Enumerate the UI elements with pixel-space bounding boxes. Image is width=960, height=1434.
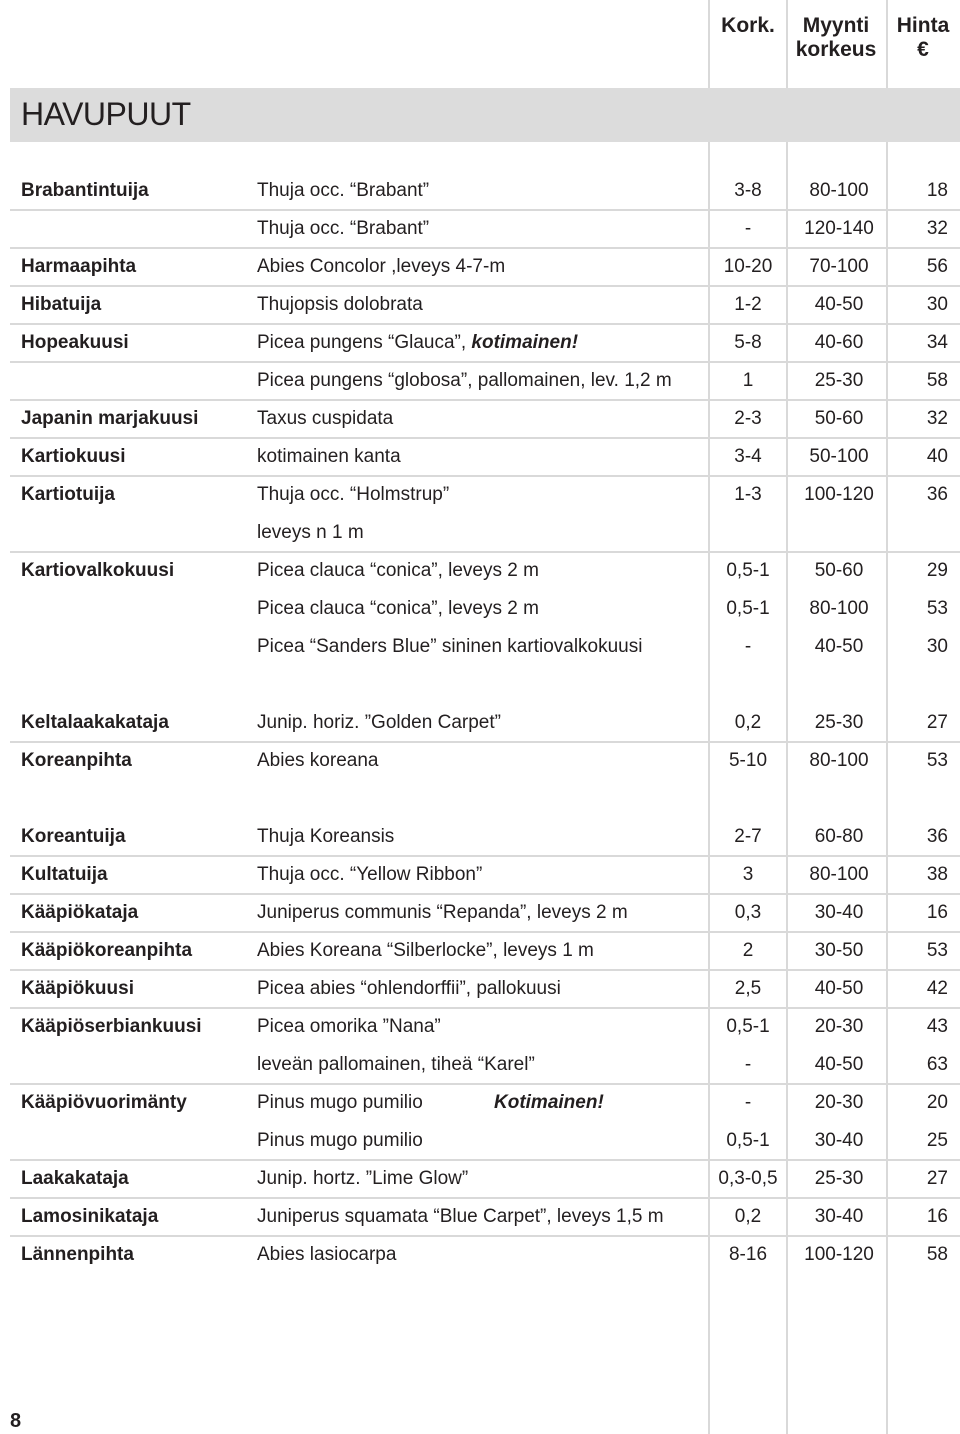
table-row xyxy=(10,439,960,477)
kork-value: 2,5 xyxy=(734,978,762,999)
price-value: 16 xyxy=(926,1206,948,1227)
table-row xyxy=(10,857,960,895)
latin-name xyxy=(257,401,393,437)
table-row xyxy=(10,1161,960,1199)
latin-name xyxy=(257,971,561,1007)
price-value: 36 xyxy=(926,484,948,505)
latin-text: Pinus mugo pumilio xyxy=(257,1130,423,1151)
kork-value: 0,2 xyxy=(734,1206,762,1227)
latin-name xyxy=(257,857,482,893)
myynti-korkeus-value: 30-40 xyxy=(814,1130,864,1151)
table-row xyxy=(10,895,960,933)
table-row xyxy=(10,211,960,249)
table-row xyxy=(10,477,960,515)
kork-value: 2 xyxy=(742,940,754,961)
myynti-korkeus-value: 25-30 xyxy=(814,1168,864,1189)
plant-name: Koreanpihta xyxy=(21,750,132,771)
latin-name xyxy=(257,287,423,323)
myynti-korkeus-value: 100-120 xyxy=(804,484,874,505)
plant-name: Kääpiökuusi xyxy=(21,978,134,999)
price-value: 53 xyxy=(926,598,948,619)
latin-name xyxy=(257,1009,441,1045)
kork-value: - xyxy=(744,636,752,657)
kork-value: 5-10 xyxy=(728,750,768,771)
kork-value: 3-8 xyxy=(734,180,762,201)
latin-text: Thuja occ. “Brabant” xyxy=(257,180,430,201)
latin-text: Juniperus communis “Repanda”, leveys 2 m xyxy=(257,902,628,923)
myynti-korkeus-value: 80-100 xyxy=(809,180,869,201)
myynti-korkeus-value: 40-50 xyxy=(814,1054,864,1075)
plant-name: Keltalaakakataja xyxy=(21,712,169,733)
kork-value: 8-16 xyxy=(728,1244,768,1265)
latin-name xyxy=(257,1123,423,1159)
kork-value: - xyxy=(744,1054,752,1075)
price-value: 27 xyxy=(926,1168,948,1189)
latin-name xyxy=(257,211,429,247)
latin-name xyxy=(257,629,642,665)
table-row xyxy=(10,401,960,439)
table-row xyxy=(10,743,960,781)
myynti-korkeus-value: 30-40 xyxy=(814,1206,864,1227)
price-value: 36 xyxy=(926,826,948,847)
kork-value: - xyxy=(744,1092,752,1113)
kork-value xyxy=(710,515,786,551)
myynti-korkeus-value xyxy=(790,515,888,551)
plant-name: Kääpiöserbiankuusi xyxy=(21,1016,202,1037)
kork-value: 0,2 xyxy=(734,712,762,733)
myynti-korkeus-value: 100-120 xyxy=(804,1244,874,1265)
table-row xyxy=(10,1237,960,1275)
myynti-korkeus-value: 50-100 xyxy=(809,446,869,467)
table-row xyxy=(10,1047,960,1085)
plant-name: Japanin marjakuusi xyxy=(21,408,199,429)
latin-text: Thuja occ. “Yellow Ribbon” xyxy=(257,864,483,885)
myynti-korkeus-value: 40-50 xyxy=(814,636,864,657)
table-row xyxy=(10,819,960,857)
kork-value: 2-7 xyxy=(734,826,762,847)
latin-text: Picea clauca “conica”, leveys 2 m xyxy=(257,560,539,581)
latin-text: Abies Concolor ,leveys 4-7-m xyxy=(257,256,506,277)
latin-name xyxy=(257,1161,468,1197)
header-myynti-korkeus xyxy=(788,14,884,62)
latin-name xyxy=(257,439,401,475)
price-value: 16 xyxy=(926,902,948,923)
kork-value: 0,3 xyxy=(734,902,762,923)
price-value: 30 xyxy=(926,636,948,657)
plant-name: Lamosinikataja xyxy=(21,1206,159,1227)
header-kork: Kork. xyxy=(721,14,775,37)
latin-text: Picea clauca “conica”, leveys 2 m xyxy=(257,598,539,619)
kork-value: 0,5-1 xyxy=(726,598,770,619)
table-row xyxy=(10,363,960,401)
latin-text: Picea abies “ohlendorffii”, pallokuusi xyxy=(257,978,561,999)
table-row xyxy=(10,971,960,1009)
latin-name xyxy=(257,477,449,513)
plant-name: Brabantintuija xyxy=(21,180,149,201)
kork-value: 1-3 xyxy=(734,484,762,505)
plant-name: Kääpiökataja xyxy=(21,902,139,923)
kork-value: 3 xyxy=(742,864,754,885)
kork-value: 10-20 xyxy=(723,256,773,277)
header-hinta xyxy=(890,14,956,62)
price-value: 32 xyxy=(926,408,948,429)
kork-value: 0,5-1 xyxy=(726,1016,770,1037)
latin-text: Thuja occ. “Holmstrup” xyxy=(257,484,450,505)
plant-name: Hibatuija xyxy=(21,294,102,315)
section-title: HAVUPUUT xyxy=(21,96,191,132)
plant-name: Kartiotuija xyxy=(21,484,115,505)
myynti-korkeus-value: 80-100 xyxy=(809,750,869,771)
price-value: 40 xyxy=(926,446,948,467)
price-value xyxy=(890,515,948,551)
latin-name xyxy=(257,1047,535,1083)
myynti-korkeus-value: 40-50 xyxy=(814,978,864,999)
price-value: 27 xyxy=(926,712,948,733)
price-value: 56 xyxy=(926,256,948,277)
latin-text: Picea “Sanders Blue” sininen kartiovalkokuusi xyxy=(257,636,643,657)
latin-text: Picea pungens “Glauca”, xyxy=(257,332,472,353)
kork-value: 3-4 xyxy=(734,446,762,467)
plant-name: Laakakataja xyxy=(21,1168,129,1189)
plant-name: Harmaapihta xyxy=(21,256,137,277)
latin-text: Pinus mugo pumilio xyxy=(257,1092,423,1113)
kork-value: 0,3-0,5 xyxy=(718,1168,778,1189)
myynti-korkeus-value: 20-30 xyxy=(814,1092,864,1113)
latin-text: Junip. hortz. ”Lime Glow” xyxy=(257,1168,469,1189)
latin-name xyxy=(257,173,429,209)
table-row xyxy=(10,591,960,629)
header-currency: € xyxy=(917,38,929,61)
kork-value: 1 xyxy=(742,370,754,391)
note-emphasis: kotimainen! xyxy=(471,332,579,353)
latin-name xyxy=(257,553,539,589)
latin-text: Abies Koreana “Silberlocke”, leveys 1 m xyxy=(257,940,594,961)
header-korkeus: korkeus xyxy=(795,38,877,61)
latin-name xyxy=(257,1199,664,1235)
table-row xyxy=(10,629,960,667)
latin-text: Juniperus squamata “Blue Carpet”, leveys 1,5 m xyxy=(257,1206,664,1227)
plant-name: Kääpiövuorimänty xyxy=(21,1092,187,1113)
plant-name: Hopeakuusi xyxy=(21,332,129,353)
price-value: 30 xyxy=(926,294,948,315)
latin-name xyxy=(257,325,578,361)
myynti-korkeus-value: 40-60 xyxy=(814,332,864,353)
kork-value: 1-2 xyxy=(734,294,762,315)
table-row xyxy=(10,249,960,287)
latin-text: Picea omorika ”Nana” xyxy=(257,1016,441,1037)
price-value: 58 xyxy=(926,370,948,391)
latin-text: Thuja Koreansis xyxy=(257,826,395,847)
table-row xyxy=(10,325,960,363)
kork-value: 2-3 xyxy=(734,408,762,429)
table-row xyxy=(10,1085,960,1123)
price-value: 32 xyxy=(926,218,948,239)
plant-name: Kääpiökoreanpihta xyxy=(21,940,193,961)
myynti-korkeus-value: 30-50 xyxy=(814,940,864,961)
latin-name xyxy=(257,895,628,931)
myynti-korkeus-value: 30-40 xyxy=(814,902,864,923)
page-number: 8 xyxy=(10,1410,22,1432)
price-value: 34 xyxy=(926,332,948,353)
table-row xyxy=(10,933,960,971)
plant-name: Lännenpihta xyxy=(21,1244,134,1265)
latin-text: Thuja occ. “Brabant” xyxy=(257,218,430,239)
myynti-korkeus-value: 80-100 xyxy=(809,864,869,885)
price-value: 43 xyxy=(926,1016,948,1037)
kork-value: - xyxy=(744,218,752,239)
latin-text: kotimainen kanta xyxy=(257,446,401,467)
myynti-korkeus-value: 25-30 xyxy=(814,370,864,391)
latin-text: Abies koreana xyxy=(257,750,379,771)
latin-text: Picea pungens “globosa”, pallomainen, lev. 1,2 m xyxy=(257,370,672,391)
latin-name xyxy=(257,363,672,399)
latin-text: Thujopsis dolobrata xyxy=(257,294,423,315)
price-value: 38 xyxy=(926,864,948,885)
latin-name xyxy=(257,591,539,627)
myynti-korkeus-value: 60-80 xyxy=(814,826,864,847)
table-row xyxy=(10,1199,960,1237)
plant-name: Koreantuija xyxy=(21,826,126,847)
kork-value: 0,5-1 xyxy=(726,560,770,581)
header-myynti: Myynti xyxy=(802,14,870,37)
kork-value: 0,5-1 xyxy=(726,1130,770,1151)
latin-name xyxy=(257,933,594,969)
myynti-korkeus-value: 50-60 xyxy=(814,408,864,429)
table-row xyxy=(10,705,960,743)
kork-value: 5-8 xyxy=(734,332,762,353)
latin-text: leveys n 1 m xyxy=(257,522,364,543)
latin-name xyxy=(257,743,378,779)
plant-name: Kultatuija xyxy=(21,864,108,885)
latin-name xyxy=(257,1085,423,1121)
latin-name xyxy=(257,819,394,855)
table-row xyxy=(10,553,960,591)
myynti-korkeus-value: 50-60 xyxy=(814,560,864,581)
myynti-korkeus-value: 25-30 xyxy=(814,712,864,733)
latin-name xyxy=(257,249,505,285)
table-row xyxy=(10,515,960,553)
table-row xyxy=(10,287,960,325)
myynti-korkeus-value: 40-50 xyxy=(814,294,864,315)
latin-text: Abies lasiocarpa xyxy=(257,1244,397,1265)
latin-name xyxy=(257,1237,396,1273)
myynti-korkeus-value: 20-30 xyxy=(814,1016,864,1037)
price-value: 20 xyxy=(926,1092,948,1113)
latin-name xyxy=(257,515,364,551)
table-row xyxy=(10,1009,960,1047)
price-value: 53 xyxy=(926,940,948,961)
price-value: 29 xyxy=(926,560,948,581)
note-emphasis: Kotimainen! xyxy=(494,1092,604,1113)
price-value: 63 xyxy=(926,1054,948,1075)
header-hinta-label: Hinta xyxy=(896,14,950,37)
latin-name xyxy=(257,705,501,741)
table-row xyxy=(10,1123,960,1161)
latin-text: leveän pallomainen, tiheä “Karel” xyxy=(257,1054,535,1075)
price-value: 25 xyxy=(926,1130,948,1151)
plant-name: Kartiokuusi xyxy=(21,446,126,467)
table-row xyxy=(10,173,960,211)
myynti-korkeus-value: 70-100 xyxy=(809,256,869,277)
price-value: 42 xyxy=(926,978,948,999)
latin-text: Junip. horiz. ”Golden Carpet” xyxy=(257,712,501,733)
latin-text: Taxus cuspidata xyxy=(257,408,394,429)
price-value: 18 xyxy=(926,180,948,201)
plant-name: Kartiovalkokuusi xyxy=(21,560,175,581)
price-value: 53 xyxy=(926,750,948,771)
myynti-korkeus-value: 120-140 xyxy=(804,218,874,239)
price-value: 58 xyxy=(926,1244,948,1265)
myynti-korkeus-value: 80-100 xyxy=(809,598,869,619)
